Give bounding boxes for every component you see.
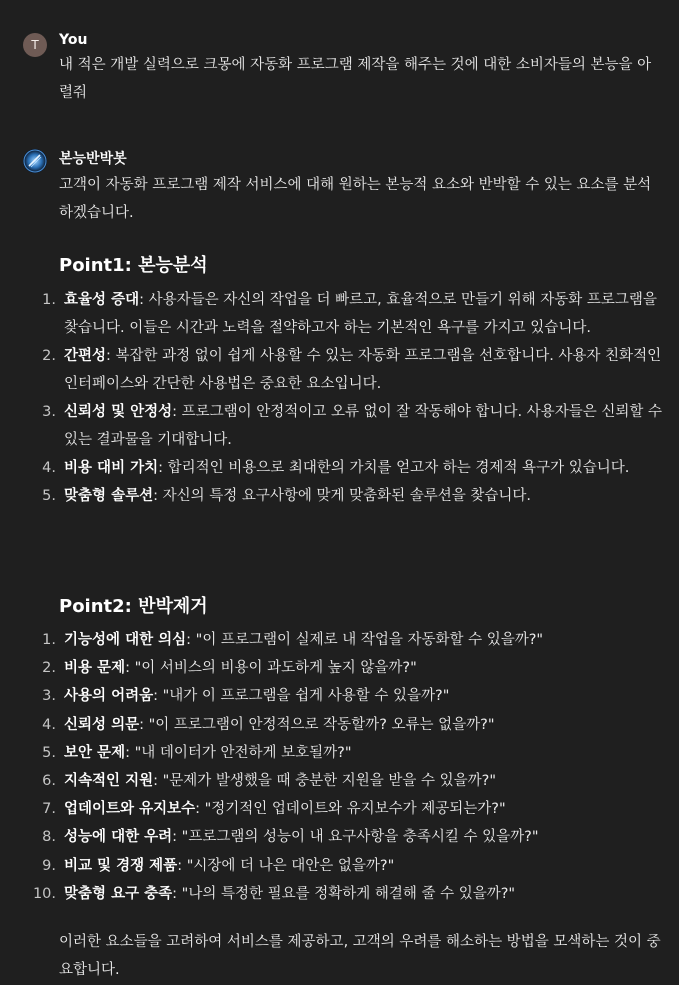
list-item: 10. 맞춤형 요구 충족: "나의 특정한 필요를 정확하게 해결해 줄 수 있을까?" — [32, 885, 516, 902]
user-message-text: 내 적은 개발 실력으로 크몽에 자동화 프로그램 제작을 해주는 것에 대한 소비자들의 본능을 아렬줘 — [59, 57, 652, 101]
list-item: 2. 간편성: 복잡한 과정 없이 쉽게 사용할 수 있는 자동화 프로그램을 선호합니다. 사용자 친화적인 인터페이스와 간단한 사용법은 중요한 요소입니다. — [42, 348, 662, 392]
list-item: 5. 맞춤형 솔루션: 자신의 특정 요구사항에 맞게 맞춤화된 솔루션을 찾습니다. — [42, 488, 532, 504]
list-item: 7. 업데이트와 유지보수: "정기적인 업데이트와 유지보수가 제공되는가?" — [42, 801, 506, 818]
list-item: 3. 신뢰성 및 안정성: 프로그램이 안정적이고 오류 없이 잘 작동해야 합니다. 사용자들은 신뢰할 수 있는 결과물을 기대합니다. — [42, 404, 662, 448]
instinct-list — [0, 286, 663, 510]
point2-heading: Point2: 반박제거 — [59, 596, 208, 617]
list-item: 3. 사용의 어려움: "내가 이 프로그램을 쉽게 사용할 수 있을까?" — [42, 688, 450, 705]
bot-conclusion-text: 이러한 요소들을 고려하여 서비스를 제공하고, 고객의 우려를 해소하는 방법을 모색하는 것이 중요합니다. — [59, 934, 661, 978]
list-item: 4. 비용 대비 가치: 합리적인 비용으로 최대한의 가치를 얻고자 하는 경제적 욕구가 있습니다. — [42, 460, 630, 476]
list-item: 1. 기능성에 대한 의심: "이 프로그램이 실제로 내 작업을 자동화할 수 있을까?" — [42, 632, 544, 648]
list-item: 4. 신뢰성 의문: "이 프로그램이 안정적으로 작동할까? 오류는 없을까?" — [42, 716, 495, 733]
user-author-name: You — [59, 32, 88, 48]
point1-heading: Point1: 본능분석 — [59, 255, 208, 276]
bot-author-name: 본능반박봇 — [59, 151, 127, 167]
objection-list — [0, 626, 663, 908]
list-item: 8. 성능에 대한 우려: "프로그램의 성능이 내 요구사항을 충족시킬 수 있을까?" — [42, 829, 539, 846]
list-item: 5. 보안 문제: "내 데이터가 안전하게 보호될까?" — [42, 744, 352, 761]
list-item: 2. 비용 문제: "이 서비스의 비용이 과도하게 높지 않을까?" — [42, 660, 417, 677]
bot-intro-text: 고객이 자동화 프로그램 제작 서비스에 대해 원하는 본능적 요소와 반박할 수 있는 요소를 분석하겠습니다. — [59, 177, 652, 221]
user-avatar: T — [23, 33, 47, 57]
list-item: 6. 지속적인 지원: "문제가 발생했을 때 충분한 지원을 받을 수 있을까?" — [42, 773, 497, 790]
list-item: 1. 효율성 증대: 사용자들은 자신의 작업을 더 빠르고, 효율적으로 만들기 위해 자동화 프로그램을 찾습니다. 이들은 시간과 노력을 절약하고자 하는 기본적인 욕구를 가지고 있습니다. — [42, 292, 657, 336]
bot-avatar-icon — [23, 149, 47, 173]
list-item: 9. 비교 및 경쟁 제품: "시장에 더 나은 대안은 없을까?" — [42, 857, 395, 874]
